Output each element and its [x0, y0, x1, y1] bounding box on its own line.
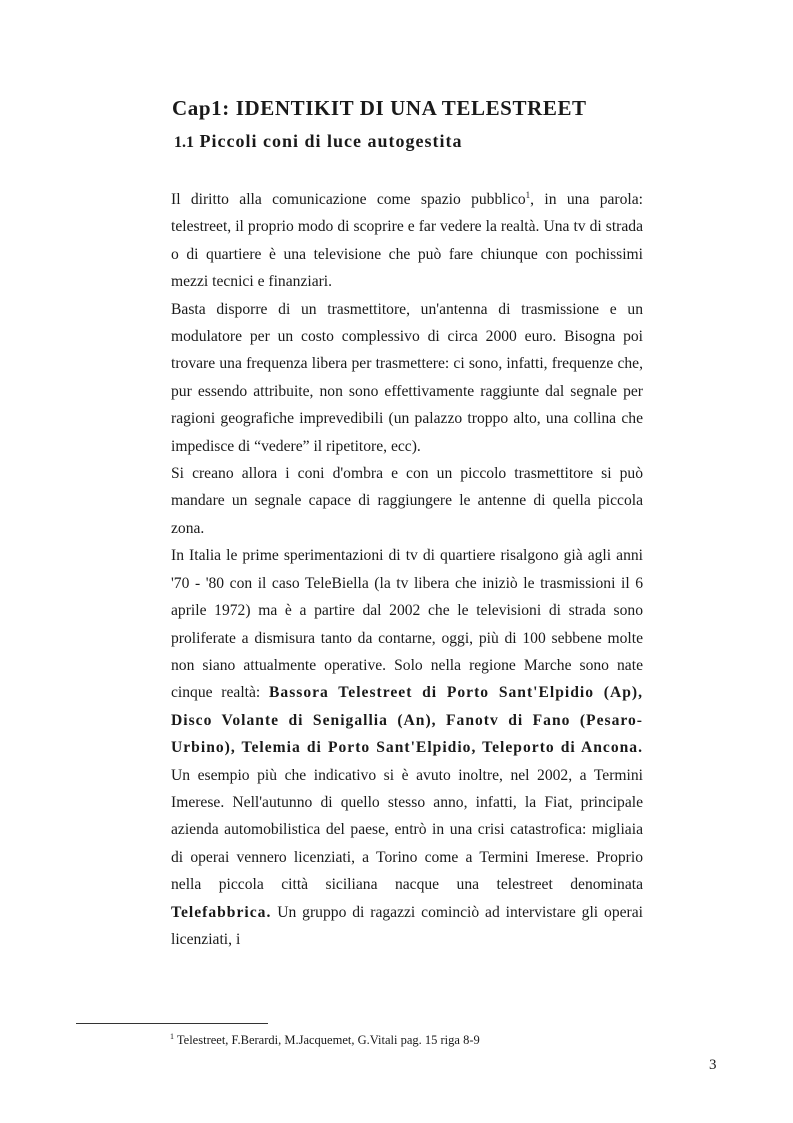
- paragraph-4-text-a: In Italia le prime sperimentazioni di tv di quartiere risalgono già agli anni '70 - '80 con il caso TeleBiella (la tv libera che iniziò le trasmissioni il 6 aprile 1972) ma è a partire dal 2002 che le televisioni di strada sono proliferate a dismisura tanto da contarne, oggi, più di 100 sebbene molte non siano attualmente operative. Solo nella regione Marche sono nate cinque realtà:: [171, 547, 643, 702]
- marche-telestreets-list: Bassora Telestreet di Porto Sant'Elpidio (Ap), Disco Volante di Senigallia (An), Fanotv di Fano (Pesaro-Urbino), Telemia di Porto Sant'Elpidio, Teleporto di Ancona.: [171, 684, 643, 757]
- chapter-title: Cap1: IDENTIKIT DI UNA TELESTREET: [172, 96, 587, 120]
- paragraph-3: Si creano allora i coni d'ombra e con un piccolo trasmettitore si può mandare un segnale capace di raggiungere le antenne di quella piccola zona.: [171, 465, 643, 537]
- telefabbrica-name: Telefabbrica.: [171, 903, 272, 921]
- footnote-text: Telestreet, F.Berardi, M.Jacquemet, G.Vitali pag. 15 riga 8-9: [174, 1033, 480, 1048]
- section-number: 1.1: [174, 134, 194, 151]
- footnote: [170, 1032, 480, 1048]
- body-text: [171, 186, 643, 953]
- paragraph-1-text-b: , in una parola: telestreet, il proprio modo di scoprire e far vedere la realtà. Una tv di strada o di quartiere è una televisione che può fare chiunque con pochissimi mezzi tecnici e finanziari.: [171, 191, 643, 291]
- paragraph-2: Basta disporre di un trasmettitore, un'antenna di trasmissione e un modulatore per un costo complessivo di circa 2000 euro. Bisogna poi trovare una frequenza libera per trasmettere: ci sono, infatti, frequenze che, pur essendo attribuite, non sono effettivamente raggiunte dal segnale per ragioni geografiche imprevedibili (un palazzo troppo alto, una collina che impedisce di “vedere” il ripetitore, ecc).: [171, 300, 643, 455]
- paragraph-1: [171, 186, 643, 296]
- paragraph-1-text-a: Il diritto alla comunicazione come spazio pubblico: [171, 191, 526, 208]
- page-number: 3: [709, 1057, 717, 1073]
- footnote-reference[interactable]: 1: [525, 189, 531, 200]
- paragraph-4: [171, 542, 643, 953]
- paragraph-4-text-c: Un gruppo di ragazzi cominciò ad intervistare gli operai licenziati, i: [171, 903, 643, 948]
- footnote-marker: 1: [170, 1032, 174, 1041]
- section-title-text: Piccoli coni di luce autogestita: [199, 131, 463, 151]
- footnote-divider: [76, 1023, 268, 1024]
- section-title: [174, 131, 462, 152]
- paragraph-4-text-b: Un esempio più che indicativo si è avuto inoltre, nel 2002, a Termini Imerese. Nell'autunno di quello stesso anno, infatti, la Fiat, principale azienda automobilistica del paese, entrò in una crisi catastrofica: migliaia di operai vennero licenziati, a Torino come a Termini Imerese. Proprio nella piccola città siciliana nacque una telestreet denominata: [171, 766, 643, 894]
